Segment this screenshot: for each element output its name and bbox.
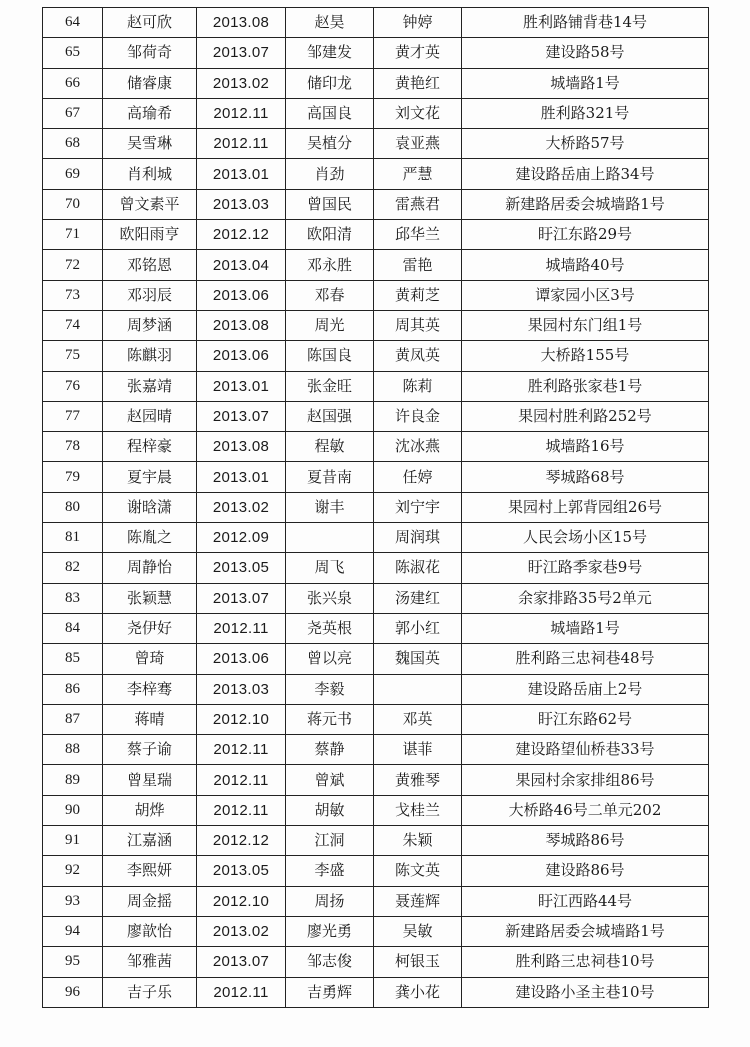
row-number-cell: 79: [43, 462, 103, 492]
child-name-cell: 曾星瑞: [103, 765, 197, 795]
birth-date-cell: 2013.01: [197, 159, 286, 189]
child-name-cell: 尧伊好: [103, 613, 197, 643]
father-name-cell: 吴植分: [286, 129, 374, 159]
address-cell: 琴城路86号: [462, 826, 709, 856]
row-number-cell: 70: [43, 189, 103, 219]
table-row: [43, 674, 709, 704]
table-row: [43, 613, 709, 643]
table-row: [43, 432, 709, 462]
father-name-cell: 李盛: [286, 856, 374, 886]
address-cell: 大桥路155号: [462, 341, 709, 371]
mother-name-cell: 魏国英: [374, 644, 462, 674]
child-name-cell: 谢晗潇: [103, 492, 197, 522]
address-cell: 胜利路三忠祠巷48号: [462, 644, 709, 674]
roster-body: [43, 8, 709, 1008]
table-row: [43, 68, 709, 98]
mother-name-cell: 谌菲: [374, 735, 462, 765]
address-cell: 城墙路1号: [462, 613, 709, 643]
mother-name-cell: 郭小红: [374, 613, 462, 643]
address-cell: 盱江路季家巷9号: [462, 553, 709, 583]
father-name-cell: 曾国民: [286, 189, 374, 219]
father-name-cell: 张兴泉: [286, 583, 374, 613]
address-cell: 城墙路1号: [462, 68, 709, 98]
table-row: [43, 38, 709, 68]
table-row: [43, 644, 709, 674]
father-name-cell: 曾以亮: [286, 644, 374, 674]
father-name-cell: 谢丰: [286, 492, 374, 522]
row-number-cell: 68: [43, 129, 103, 159]
father-name-cell: 夏昔南: [286, 462, 374, 492]
birth-date-cell: 2013.07: [197, 947, 286, 977]
mother-name-cell: 黄莉芝: [374, 280, 462, 310]
father-name-cell: 周光: [286, 310, 374, 340]
child-name-cell: 吴雪琳: [103, 129, 197, 159]
mother-name-cell: 黄才英: [374, 38, 462, 68]
mother-name-cell: 柯银玉: [374, 947, 462, 977]
mother-name-cell: 龚小花: [374, 977, 462, 1007]
father-name-cell: 邓春: [286, 280, 374, 310]
row-number-cell: 84: [43, 613, 103, 643]
father-name-cell: [286, 523, 374, 553]
child-name-cell: 陈麒羽: [103, 341, 197, 371]
birth-date-cell: 2013.06: [197, 341, 286, 371]
mother-name-cell: 严慧: [374, 159, 462, 189]
address-cell: 建设路望仙桥巷33号: [462, 735, 709, 765]
child-name-cell: 周静怡: [103, 553, 197, 583]
row-number-cell: 75: [43, 341, 103, 371]
table-row: [43, 341, 709, 371]
child-name-cell: 高瑜希: [103, 98, 197, 128]
birth-date-cell: 2012.11: [197, 735, 286, 765]
address-cell: 盱江东路29号: [462, 220, 709, 250]
row-number-cell: 85: [43, 644, 103, 674]
table-row: [43, 947, 709, 977]
row-number-cell: 78: [43, 432, 103, 462]
child-name-cell: 邹荷奇: [103, 38, 197, 68]
row-number-cell: 92: [43, 856, 103, 886]
child-name-cell: 邹雅茜: [103, 947, 197, 977]
child-name-cell: 夏宇晨: [103, 462, 197, 492]
address-cell: 新建路居委会城墙路1号: [462, 916, 709, 946]
child-name-cell: 蒋晴: [103, 704, 197, 734]
birth-date-cell: 2013.06: [197, 644, 286, 674]
birth-date-cell: 2012.11: [197, 977, 286, 1007]
row-number-cell: 66: [43, 68, 103, 98]
mother-name-cell: 刘文花: [374, 98, 462, 128]
table-row: [43, 916, 709, 946]
mother-name-cell: 任婷: [374, 462, 462, 492]
birth-date-cell: 2012.11: [197, 613, 286, 643]
table-row: [43, 826, 709, 856]
address-cell: 胜利路铺背巷14号: [462, 8, 709, 38]
row-number-cell: 89: [43, 765, 103, 795]
child-name-cell: 赵园晴: [103, 401, 197, 431]
birth-date-cell: 2012.11: [197, 795, 286, 825]
row-number-cell: 72: [43, 250, 103, 280]
mother-name-cell: 汤建红: [374, 583, 462, 613]
row-number-cell: 82: [43, 553, 103, 583]
address-cell: 大桥路46号二单元202: [462, 795, 709, 825]
father-name-cell: 曾斌: [286, 765, 374, 795]
birth-date-cell: 2012.12: [197, 220, 286, 250]
row-number-cell: 64: [43, 8, 103, 38]
birth-date-cell: 2013.07: [197, 38, 286, 68]
address-cell: 胜利路321号: [462, 98, 709, 128]
address-cell: 盱江西路44号: [462, 886, 709, 916]
table-row: [43, 220, 709, 250]
child-name-cell: 周梦涵: [103, 310, 197, 340]
row-number-cell: 95: [43, 947, 103, 977]
table-row: [43, 977, 709, 1007]
address-cell: 胜利路张家巷1号: [462, 371, 709, 401]
row-number-cell: 77: [43, 401, 103, 431]
address-cell: 建设路小圣主巷10号: [462, 977, 709, 1007]
mother-name-cell: 陈文英: [374, 856, 462, 886]
mother-name-cell: 戈桂兰: [374, 795, 462, 825]
row-number-cell: 69: [43, 159, 103, 189]
child-name-cell: 李梓骞: [103, 674, 197, 704]
address-cell: 建设路86号: [462, 856, 709, 886]
mother-name-cell: 邱华兰: [374, 220, 462, 250]
birth-date-cell: 2013.07: [197, 583, 286, 613]
child-name-cell: 程梓豪: [103, 432, 197, 462]
mother-name-cell: 邓英: [374, 704, 462, 734]
mother-name-cell: 雷燕君: [374, 189, 462, 219]
mother-name-cell: 周润琪: [374, 523, 462, 553]
birth-date-cell: 2012.11: [197, 98, 286, 128]
mother-name-cell: 黄雅琴: [374, 765, 462, 795]
child-name-cell: 肖利城: [103, 159, 197, 189]
mother-name-cell: 黄凤英: [374, 341, 462, 371]
row-number-cell: 67: [43, 98, 103, 128]
address-cell: 城墙路16号: [462, 432, 709, 462]
father-name-cell: 蔡静: [286, 735, 374, 765]
table-row: [43, 795, 709, 825]
child-name-cell: 邓羽辰: [103, 280, 197, 310]
table-row: [43, 129, 709, 159]
mother-name-cell: 聂莲辉: [374, 886, 462, 916]
mother-name-cell: 钟婷: [374, 8, 462, 38]
birth-date-cell: 2013.02: [197, 492, 286, 522]
child-name-cell: 李熙妍: [103, 856, 197, 886]
mother-name-cell: 刘宁宇: [374, 492, 462, 522]
father-name-cell: 张金旺: [286, 371, 374, 401]
table-row: [43, 159, 709, 189]
address-cell: 果园村余家排组86号: [462, 765, 709, 795]
father-name-cell: 高国良: [286, 98, 374, 128]
address-cell: 人民会场小区15号: [462, 523, 709, 553]
table-row: [43, 462, 709, 492]
row-number-cell: 83: [43, 583, 103, 613]
address-cell: 果园村东门组1号: [462, 310, 709, 340]
table-row: [43, 523, 709, 553]
table-row: [43, 401, 709, 431]
table-row: [43, 492, 709, 522]
child-name-cell: 廖歆怡: [103, 916, 197, 946]
mother-name-cell: [374, 674, 462, 704]
row-number-cell: 87: [43, 704, 103, 734]
row-number-cell: 88: [43, 735, 103, 765]
row-number-cell: 81: [43, 523, 103, 553]
child-name-cell: 江嘉涵: [103, 826, 197, 856]
row-number-cell: 65: [43, 38, 103, 68]
birth-date-cell: 2012.10: [197, 886, 286, 916]
birth-date-cell: 2013.01: [197, 462, 286, 492]
father-name-cell: 廖光勇: [286, 916, 374, 946]
address-cell: 余家排路35号2单元: [462, 583, 709, 613]
father-name-cell: 江洞: [286, 826, 374, 856]
birth-date-cell: 2012.12: [197, 826, 286, 856]
row-number-cell: 73: [43, 280, 103, 310]
row-number-cell: 96: [43, 977, 103, 1007]
birth-date-cell: 2013.05: [197, 856, 286, 886]
row-number-cell: 94: [43, 916, 103, 946]
address-cell: 胜利路三忠祠巷10号: [462, 947, 709, 977]
birth-date-cell: 2013.01: [197, 371, 286, 401]
child-name-cell: 曾琦: [103, 644, 197, 674]
row-number-cell: 80: [43, 492, 103, 522]
birth-date-cell: 2013.08: [197, 310, 286, 340]
table-row: [43, 8, 709, 38]
table-row: [43, 856, 709, 886]
child-name-cell: 张嘉靖: [103, 371, 197, 401]
child-name-cell: 邓铭恩: [103, 250, 197, 280]
address-cell: 城墙路40号: [462, 250, 709, 280]
mother-name-cell: 周其英: [374, 310, 462, 340]
table-row: [43, 886, 709, 916]
birth-date-cell: 2013.03: [197, 189, 286, 219]
father-name-cell: 储印龙: [286, 68, 374, 98]
father-name-cell: 吉勇辉: [286, 977, 374, 1007]
father-name-cell: 程敏: [286, 432, 374, 462]
child-name-cell: 胡烨: [103, 795, 197, 825]
mother-name-cell: 雷艳: [374, 250, 462, 280]
address-cell: 建设路58号: [462, 38, 709, 68]
father-name-cell: 蒋元书: [286, 704, 374, 734]
address-cell: 果园村胜利路252号: [462, 401, 709, 431]
birth-date-cell: 2013.03: [197, 674, 286, 704]
address-cell: 建设路岳庙上2号: [462, 674, 709, 704]
child-name-cell: 曾文素平: [103, 189, 197, 219]
table-row: [43, 553, 709, 583]
address-cell: 琴城路68号: [462, 462, 709, 492]
father-name-cell: 赵国强: [286, 401, 374, 431]
row-number-cell: 71: [43, 220, 103, 250]
father-name-cell: 周飞: [286, 553, 374, 583]
birth-date-cell: 2012.09: [197, 523, 286, 553]
student-roster-table: [42, 7, 709, 1008]
table-row: [43, 310, 709, 340]
father-name-cell: 周扬: [286, 886, 374, 916]
address-cell: 果园村上郭背园组26号: [462, 492, 709, 522]
father-name-cell: 李毅: [286, 674, 374, 704]
table-row: [43, 583, 709, 613]
child-name-cell: 周金摇: [103, 886, 197, 916]
table-row: [43, 98, 709, 128]
father-name-cell: 赵昊: [286, 8, 374, 38]
father-name-cell: 尧英根: [286, 613, 374, 643]
address-cell: 新建路居委会城墙路1号: [462, 189, 709, 219]
address-cell: 盱江东路62号: [462, 704, 709, 734]
address-cell: 建设路岳庙上路34号: [462, 159, 709, 189]
father-name-cell: 邓永胜: [286, 250, 374, 280]
birth-date-cell: 2013.08: [197, 8, 286, 38]
father-name-cell: 陈国良: [286, 341, 374, 371]
child-name-cell: 储睿康: [103, 68, 197, 98]
child-name-cell: 蔡子谕: [103, 735, 197, 765]
father-name-cell: 胡敏: [286, 795, 374, 825]
birth-date-cell: 2013.08: [197, 432, 286, 462]
birth-date-cell: 2013.02: [197, 68, 286, 98]
row-number-cell: 90: [43, 795, 103, 825]
table-row: [43, 704, 709, 734]
birth-date-cell: 2013.05: [197, 553, 286, 583]
mother-name-cell: 许良金: [374, 401, 462, 431]
birth-date-cell: 2012.10: [197, 704, 286, 734]
mother-name-cell: 陈淑花: [374, 553, 462, 583]
child-name-cell: 欧阳雨亨: [103, 220, 197, 250]
birth-date-cell: 2013.02: [197, 916, 286, 946]
table-row: [43, 371, 709, 401]
table-row: [43, 250, 709, 280]
birth-date-cell: 2013.07: [197, 401, 286, 431]
table-row: [43, 735, 709, 765]
father-name-cell: 邹志俊: [286, 947, 374, 977]
mother-name-cell: 陈莉: [374, 371, 462, 401]
mother-name-cell: 袁亚燕: [374, 129, 462, 159]
father-name-cell: 欧阳清: [286, 220, 374, 250]
child-name-cell: 张颖慧: [103, 583, 197, 613]
mother-name-cell: 朱颖: [374, 826, 462, 856]
father-name-cell: 肖劲: [286, 159, 374, 189]
birth-date-cell: 2012.11: [197, 129, 286, 159]
child-name-cell: 赵可欣: [103, 8, 197, 38]
row-number-cell: 74: [43, 310, 103, 340]
birth-date-cell: 2013.06: [197, 280, 286, 310]
address-cell: 大桥路57号: [462, 129, 709, 159]
birth-date-cell: 2012.11: [197, 765, 286, 795]
row-number-cell: 91: [43, 826, 103, 856]
row-number-cell: 76: [43, 371, 103, 401]
mother-name-cell: 黄艳红: [374, 68, 462, 98]
row-number-cell: 86: [43, 674, 103, 704]
table-row: [43, 189, 709, 219]
table-row: [43, 765, 709, 795]
child-name-cell: 吉子乐: [103, 977, 197, 1007]
row-number-cell: 93: [43, 886, 103, 916]
birth-date-cell: 2013.04: [197, 250, 286, 280]
address-cell: 谭家园小区3号: [462, 280, 709, 310]
table-row: [43, 280, 709, 310]
child-name-cell: 陈胤之: [103, 523, 197, 553]
father-name-cell: 邹建发: [286, 38, 374, 68]
mother-name-cell: 沈冰燕: [374, 432, 462, 462]
mother-name-cell: 吴敏: [374, 916, 462, 946]
